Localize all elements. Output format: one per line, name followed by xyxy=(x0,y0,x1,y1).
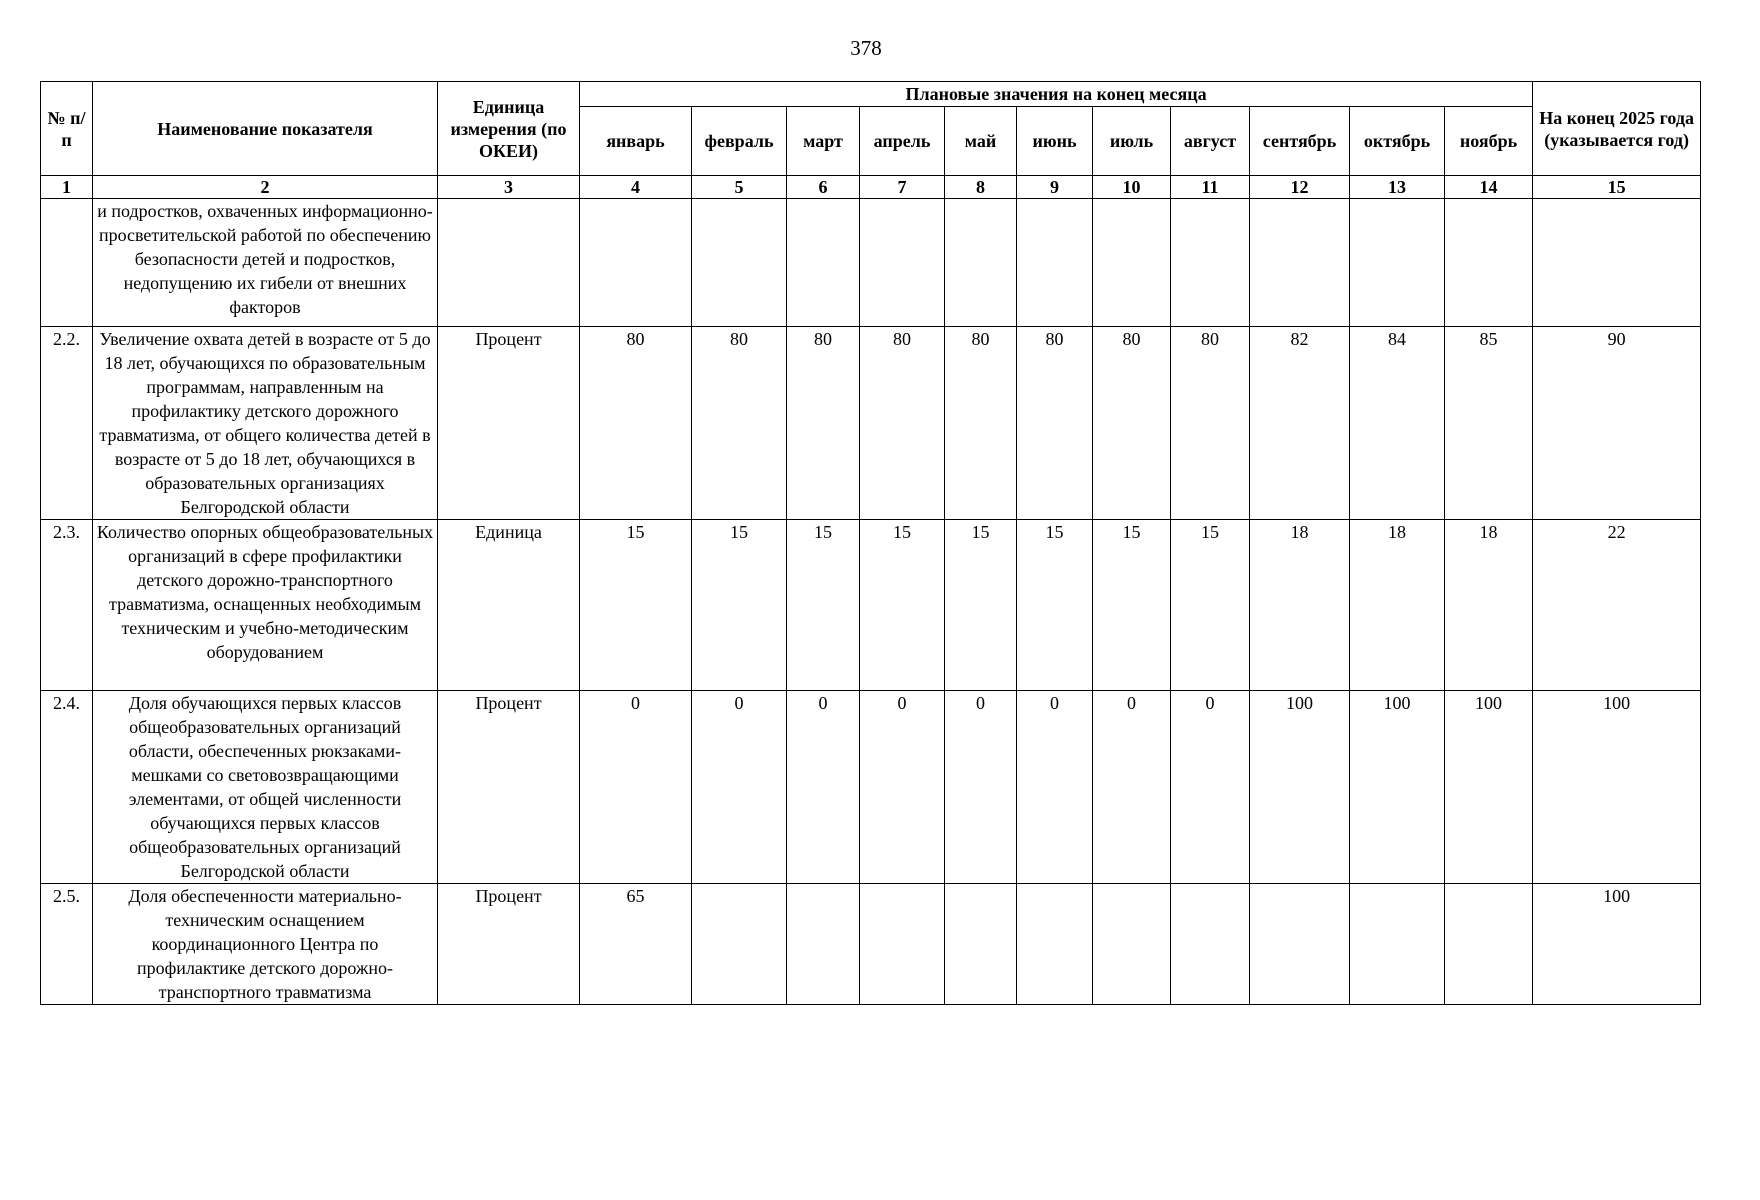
month-value xyxy=(1445,884,1533,1005)
header-column-number: 12 xyxy=(1250,176,1350,199)
unit-of-measure: Единица xyxy=(438,520,580,691)
month-value xyxy=(1350,884,1445,1005)
month-value xyxy=(1445,199,1533,327)
header-column-number: 6 xyxy=(787,176,860,199)
month-value: 18 xyxy=(1445,520,1533,691)
year-end-value: 90 xyxy=(1533,327,1701,520)
month-value: 85 xyxy=(1445,327,1533,520)
unit-of-measure: Процент xyxy=(438,327,580,520)
page-number: 378 xyxy=(850,36,882,60)
month-value: 80 xyxy=(1093,327,1171,520)
row-number: 2.4. xyxy=(41,691,93,884)
header-plan-values: Плановые значения на конец месяца xyxy=(580,82,1533,107)
table-body xyxy=(41,199,1701,1005)
month-value xyxy=(1093,884,1171,1005)
unit-of-measure: Процент xyxy=(438,884,580,1005)
month-value: 0 xyxy=(1171,691,1250,884)
row-number: 2.3. xyxy=(41,520,93,691)
header-month: июнь xyxy=(1017,107,1093,176)
column-numbers-row xyxy=(41,176,1701,199)
table-row xyxy=(41,520,1701,691)
row-number xyxy=(41,199,93,327)
month-value: 0 xyxy=(787,691,860,884)
month-value: 15 xyxy=(692,520,787,691)
header-column-number: 11 xyxy=(1171,176,1250,199)
year-end-value xyxy=(1533,199,1701,327)
month-value: 0 xyxy=(580,691,692,884)
header-column-number: 2 xyxy=(93,176,438,199)
month-value: 18 xyxy=(1250,520,1350,691)
indicator-name: Доля обучающихся первых классов общеобразовательных организаций области, обеспеченных рюкзаками-мешками со световозвращающими элементами, от общей численности обучающихся первых классов общеобразовательных организаций Белгородской области xyxy=(93,691,438,884)
month-value xyxy=(1093,199,1171,327)
month-value: 18 xyxy=(1350,520,1445,691)
indicators-table xyxy=(40,81,1701,1005)
month-value: 84 xyxy=(1350,327,1445,520)
month-value xyxy=(787,884,860,1005)
month-value: 15 xyxy=(787,520,860,691)
header-month: ноябрь xyxy=(1445,107,1533,176)
month-value: 0 xyxy=(945,691,1017,884)
year-end-value: 100 xyxy=(1533,884,1701,1005)
month-value: 80 xyxy=(860,327,945,520)
month-value xyxy=(580,199,692,327)
month-value: 100 xyxy=(1445,691,1533,884)
header-column-number: 1 xyxy=(41,176,93,199)
month-value: 82 xyxy=(1250,327,1350,520)
header-column-number: 14 xyxy=(1445,176,1533,199)
indicator-name: Доля обеспеченности материально-техническим оснащением координационного Центра по профилактике детского дорожно-транспортного травматизма xyxy=(93,884,438,1005)
row-number: 2.2. xyxy=(41,327,93,520)
month-value xyxy=(1250,884,1350,1005)
month-value: 0 xyxy=(1093,691,1171,884)
table-row xyxy=(41,199,1701,327)
header-column-number: 15 xyxy=(1533,176,1701,199)
header-month: февраль xyxy=(692,107,787,176)
month-value: 80 xyxy=(580,327,692,520)
month-value xyxy=(860,199,945,327)
month-value xyxy=(1171,199,1250,327)
month-value: 0 xyxy=(692,691,787,884)
month-value: 80 xyxy=(1171,327,1250,520)
header-num: № п/п xyxy=(41,82,93,176)
month-value xyxy=(1017,199,1093,327)
header-year-end: На конец 2025 года (указывается год) xyxy=(1533,82,1701,176)
month-value: 100 xyxy=(1250,691,1350,884)
header-column-number: 13 xyxy=(1350,176,1445,199)
header-column-number: 5 xyxy=(692,176,787,199)
unit-of-measure xyxy=(438,199,580,327)
header-month: сентябрь xyxy=(1250,107,1350,176)
month-value xyxy=(1350,199,1445,327)
month-value: 65 xyxy=(580,884,692,1005)
header-month: май xyxy=(945,107,1017,176)
month-value: 15 xyxy=(1171,520,1250,691)
header-month: август xyxy=(1171,107,1250,176)
header-month: апрель xyxy=(860,107,945,176)
header-month: январь xyxy=(580,107,692,176)
month-value: 0 xyxy=(860,691,945,884)
month-value: 80 xyxy=(945,327,1017,520)
month-value xyxy=(692,199,787,327)
header-column-number: 7 xyxy=(860,176,945,199)
month-value xyxy=(945,884,1017,1005)
header-unit: Единица измерения (по ОКЕИ) xyxy=(438,82,580,176)
indicator-name: и подростков, охваченных информационно-просветительской работой по обеспечению безопасности детей и подростков, недопущению их гибели от внешних факторов xyxy=(93,199,438,327)
month-value: 15 xyxy=(1093,520,1171,691)
header-name: Наименование показателя xyxy=(93,82,438,176)
table-row xyxy=(41,327,1701,520)
month-value xyxy=(1017,884,1093,1005)
table-row xyxy=(41,884,1701,1005)
header-month: октябрь xyxy=(1350,107,1445,176)
header-column-number: 8 xyxy=(945,176,1017,199)
header-month: июль xyxy=(1093,107,1171,176)
month-value xyxy=(945,199,1017,327)
header-column-number: 3 xyxy=(438,176,580,199)
header-column-number: 4 xyxy=(580,176,692,199)
month-value: 80 xyxy=(787,327,860,520)
month-value xyxy=(692,884,787,1005)
month-value: 80 xyxy=(1017,327,1093,520)
month-value xyxy=(787,199,860,327)
indicator-name: Количество опорных общеобразовательных организаций в сфере профилактики детского дорожно-транспортного травматизма, оснащенных необходимым техническим и учебно-методическим оборудованием xyxy=(93,520,438,691)
month-value: 0 xyxy=(1017,691,1093,884)
table-row xyxy=(41,691,1701,884)
month-value xyxy=(1250,199,1350,327)
header-column-number: 9 xyxy=(1017,176,1093,199)
year-end-value: 22 xyxy=(1533,520,1701,691)
header-month: март xyxy=(787,107,860,176)
indicator-name: Увеличение охвата детей в возрасте от 5 до 18 лет, обучающихся по образовательным программам, направленным на профилактику детского дорожного травматизма, от общего количества детей в возрасте от 5 до 18 лет, обучающихся в образовательных организациях Белгородской области xyxy=(93,327,438,520)
header-column-number: 10 xyxy=(1093,176,1171,199)
year-end-value: 100 xyxy=(1533,691,1701,884)
month-value xyxy=(860,884,945,1005)
month-value: 80 xyxy=(692,327,787,520)
month-value: 15 xyxy=(1017,520,1093,691)
month-value xyxy=(1171,884,1250,1005)
month-value: 15 xyxy=(945,520,1017,691)
row-number: 2.5. xyxy=(41,884,93,1005)
month-value: 15 xyxy=(580,520,692,691)
unit-of-measure: Процент xyxy=(438,691,580,884)
month-value: 15 xyxy=(860,520,945,691)
month-value: 100 xyxy=(1350,691,1445,884)
